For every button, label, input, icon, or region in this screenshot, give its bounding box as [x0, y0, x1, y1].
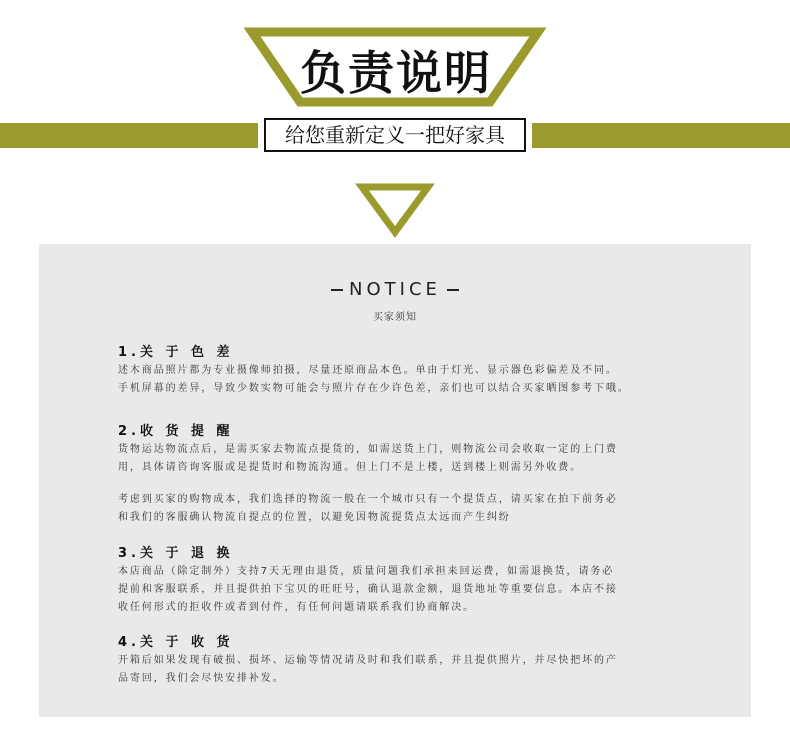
- paragraph-line: 本店商品（除定制外）支持7天无理由退货，质量问题我们承担来回运费，如需退换货，请务必: [118, 566, 615, 577]
- section-title: 4.关 于 收 货: [118, 635, 234, 650]
- notice-dash-right: [447, 289, 459, 291]
- accent-band-right: [532, 123, 790, 148]
- paragraph-line: 开箱后如果发现有破损、损坏、运输等情况请及时和我们联系，并且提供照片，并尽快把坏的产: [118, 655, 618, 666]
- paragraph-line: 手机屏幕的差异，导致少数实物可能会与照片存在少许色差，亲们也可以结合买家晒图参考下哦。: [118, 383, 630, 394]
- section-title: 1.关 于 色 差: [118, 345, 234, 360]
- accent-band-left: [0, 123, 258, 148]
- paragraph-line: 收任何形式的拒收件或者到付件，有任何问题请联系我们协商解决。: [118, 602, 475, 613]
- page-subtitle: 给您重新定义一把好家具: [264, 118, 526, 152]
- section-paragraph: [118, 441, 698, 477]
- paragraph-line: 考虑到买家的购物成本，我们选择的物流一般在一个城市只有一个提货点，请买家在拍下前务必: [118, 494, 618, 505]
- section-paragraph: [118, 491, 698, 527]
- section-title: 3.关 于 退 换: [118, 546, 234, 561]
- section-delivery-reminder: [118, 423, 698, 527]
- paragraph-line: 提前和客服联系，并且提供拍下宝贝的旺旺号，确认退款金额，退货地址等重要信息。本店不接: [118, 584, 618, 595]
- notice-heading: NOTICE: [349, 279, 441, 300]
- section-paragraph: [118, 652, 698, 688]
- section-receiving: [118, 634, 698, 688]
- paragraph-line: 用，具体请咨询客服或是提货时和物流沟通。但上门不是上楼，送到楼上则需另外收费。: [118, 462, 583, 473]
- section-paragraph: [118, 563, 698, 617]
- paragraph-line: 货物运达物流点后，是需买家去物流点提货的，如需送货上门，则物流公司会收取一定的上门费: [118, 444, 618, 455]
- section-title: 2.收 货 提 醒: [118, 424, 234, 439]
- notice-heading-row: [0, 278, 790, 302]
- section-color-difference: [118, 344, 698, 398]
- paragraph-line: 和我们的客服确认物流自提点的位置，以避免因物流提货点太远而产生纠纷: [118, 512, 511, 523]
- notice-subheading: 买家须知: [373, 312, 417, 323]
- section-returns: [118, 545, 698, 617]
- paragraph-line: 品寄回，我们会尽快安排补发。: [118, 673, 285, 684]
- notice-dash-left: [331, 289, 343, 291]
- section-paragraph: [118, 362, 698, 398]
- paragraph-line: 述木商品照片都为专业摄像师拍摄，尽量还原商品本色。单由于灯光、显示器色彩偏差及不同。: [118, 365, 618, 376]
- down-chevron-icon: [362, 187, 428, 232]
- page-title: 负责说明: [300, 46, 492, 100]
